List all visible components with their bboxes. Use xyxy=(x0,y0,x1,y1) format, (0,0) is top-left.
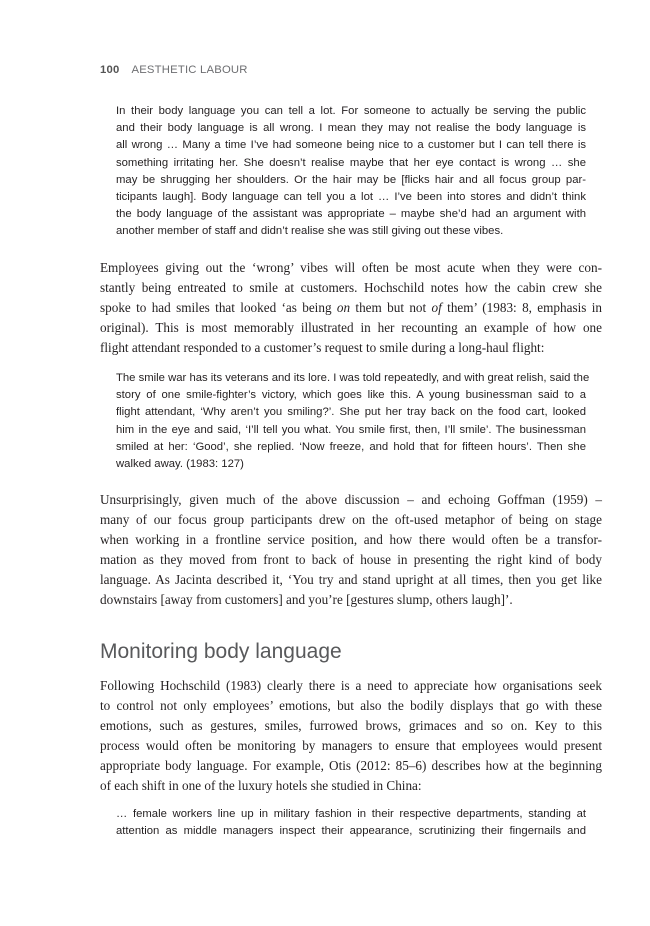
block-quote-2 xyxy=(116,370,590,473)
quote-line: … female workers line up in military fashion in their respective departments, standing at xyxy=(116,808,586,820)
paragraph-line: Unsurprisingly, given much of the above discussion – and echoing Goffman (1959) – xyxy=(100,492,602,507)
quote-line: ticipants laugh]. Body language can tell you a lot … I’ve been into stores and didn’t think xyxy=(116,191,586,204)
paragraph-3 xyxy=(100,676,602,795)
block-quote-1 xyxy=(116,103,586,241)
quote-line: story of one smile-fighter’s victory, which goes like this. A young businessman said to a xyxy=(116,389,586,402)
quote-line: attention as middle managers inspect their appearance, scrutinizing their fingernails and xyxy=(116,825,586,838)
quote-line: flight attendant, ‘Why aren’t you smiling?’. She put her tray back on the food cart, looked xyxy=(116,406,586,419)
text-run: them but not xyxy=(350,299,432,315)
paragraph-line: process would often be monitoring by managers to ensure that employees would present xyxy=(100,737,602,753)
paragraph-line: many of our focus group participants drew on the oft-used metaphor of being on stage xyxy=(100,511,602,527)
page-number: 100 xyxy=(100,64,120,76)
quote-line: smiled at her: ‘Good’, she replied. ‘Now freeze, and hold that for fifteen hours’. Then she xyxy=(116,440,586,453)
paragraph-2 xyxy=(100,490,602,609)
section-heading: Monitoring body language xyxy=(100,640,342,663)
quote-line: and their body language is all wrong. I mean they may not realise the body language is xyxy=(116,122,586,135)
quote-line: the body language of the assistant was appropriate – maybe she’d had an argument with xyxy=(116,208,586,221)
quote-line: may be shrugging her shoulders. Or the hair may be [flicks hair and all focus group par- xyxy=(116,173,586,186)
quote-line: him in the eye and said, ‘I’ll tell you what. You smile first, then, I’ll smile’. The businessman xyxy=(116,423,586,436)
quote-line: In their body language you can tell a lot. For someone to actually be serving the public xyxy=(116,105,586,117)
text-run: spoke to had smiles that looked ‘as being xyxy=(100,299,337,315)
block-quote-3 xyxy=(116,806,586,840)
paragraph-1 xyxy=(100,258,602,358)
paragraph-line: Following Hochschild (1983) clearly there is a need to appreciate how organisations seek xyxy=(100,678,602,693)
quote-line: The smile war has its veterans and its lore. I was told repeatedly, and with great relish, said the xyxy=(116,372,590,384)
quote-line: walked away. (1983: 127) xyxy=(116,458,244,471)
paragraph-line: language. As Jacinta described it, ‘You try and stand upright at all times, then you get like xyxy=(100,571,602,587)
paragraph-line: appropriate body language. For example, Otis (2012: 85–6) describes how at the beginning xyxy=(100,757,602,773)
paragraph-line: mation as they moved from front to back of house in presenting the right kind of body xyxy=(100,551,602,567)
running-head xyxy=(100,64,248,76)
emphasis-on: on xyxy=(336,299,351,315)
quote-line: all wrong … Many a time I’ve had someone being nice to a customer but I can tell there is xyxy=(116,139,586,152)
paragraph-line: downstairs [away from customers] and you’re [gestures slump, others laugh]’. xyxy=(100,591,513,607)
paragraph-line: of each shift in one of the luxury hotels she studied in China: xyxy=(100,777,422,793)
paragraph-line: emotions, such as gestures, smiles, furrowed brows, grimaces and so on. Key to this xyxy=(100,717,602,733)
paragraph-line: when working in a frontline service position, and how there would often be a transfor- xyxy=(100,531,602,547)
text-run: them’ (1983: 8, emphasis in xyxy=(441,299,602,315)
running-head-title: AESTHETIC LABOUR xyxy=(131,64,248,76)
paragraph-line: flight attendant responded to a customer’s request to smile during a long-haul flight: xyxy=(100,339,545,355)
paragraph-line: Employees giving out the ‘wrong’ vibes will often be most acute when they were con- xyxy=(100,260,602,275)
paragraph-line: to control not only employees’ emotions, but also the bodily displays that go with these xyxy=(100,697,602,713)
emphasis-of: of xyxy=(431,299,442,315)
paragraph-line: original). This is most memorably illustrated in her recounting an example of how one xyxy=(100,319,602,335)
quote-line: another member of staff and didn’t realise she was still giving out these vibes. xyxy=(116,225,504,238)
paragraph-line: stantly being entreated to smile at customers. Hochschild notes how the cabin crew she xyxy=(100,279,602,295)
quote-line: something irritating her. She doesn’t realise maybe that her eye contact is wrong … she xyxy=(116,156,586,169)
paragraph-line xyxy=(100,298,602,318)
